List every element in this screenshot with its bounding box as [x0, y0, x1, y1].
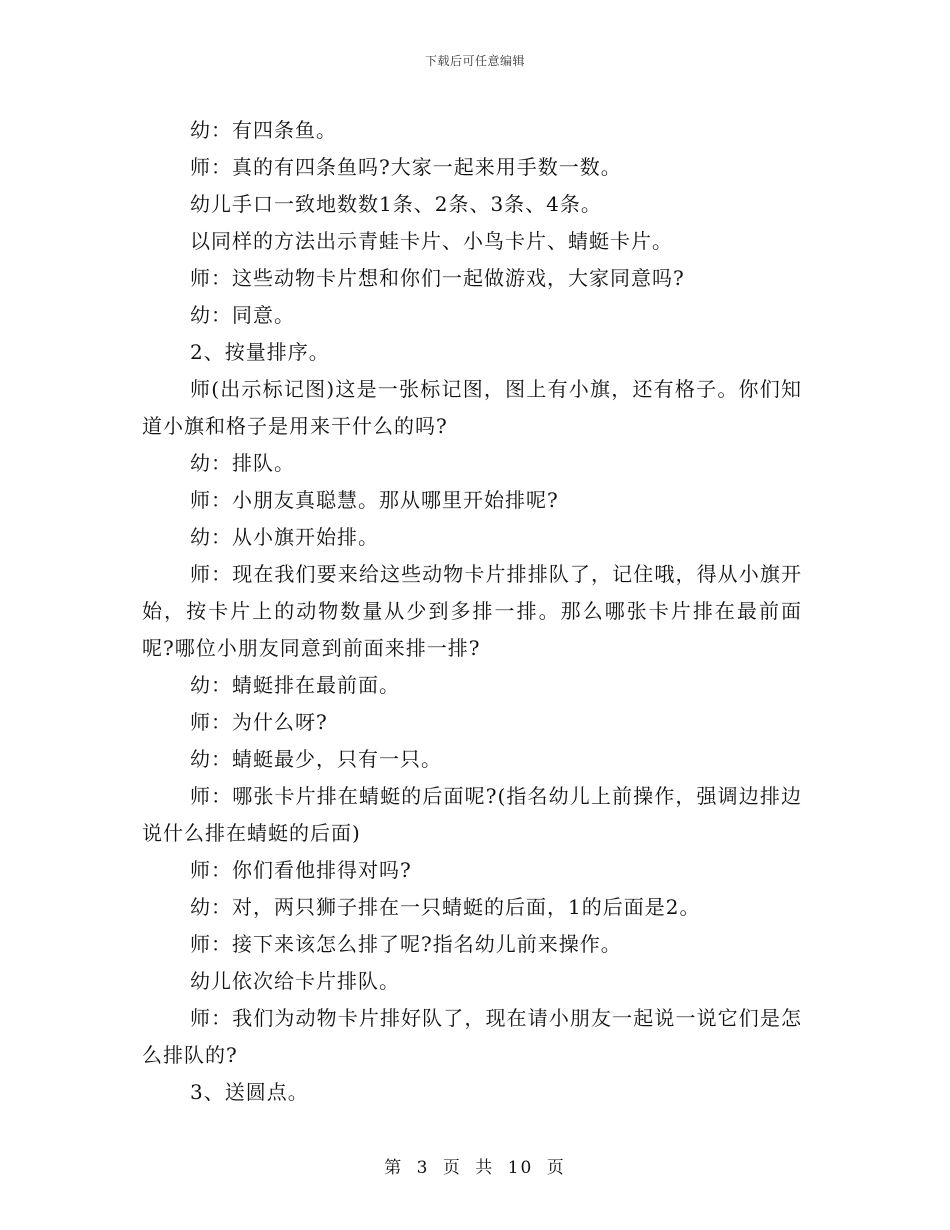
paragraph: 以同样的方法出示青蛙卡片、小鸟卡片、蜻蜓卡片。	[190, 229, 673, 253]
paragraph: 幼儿依次给卡片排队。	[190, 969, 400, 993]
paragraph: 幼：从小旗开始排。	[190, 525, 379, 549]
paragraph: 幼：有四条鱼。	[190, 118, 337, 142]
paragraph: 幼：对，两只狮子排在一只蜻蜓的后面，1的后面是2。	[190, 895, 701, 919]
paragraph: 幼：蜻蜓最少，只有一只。	[190, 747, 442, 771]
page-header: 下载后可任意编辑	[424, 54, 525, 68]
paragraph: 师：真的有四条鱼吗?大家一起来用手数一数。	[190, 155, 622, 179]
paragraph: 师：哪张卡片排在蜻蜓的后面呢?(指名幼儿上前操作，强调边排边说什么排在蜻蜓的后面)	[142, 784, 802, 845]
paragraph: 师(出示标记图)这是一张标记图，图上有小旗，还有格子。你们知道小旗和格子是用来干什么的吗?	[142, 377, 802, 438]
paragraph: 幼：蜻蜓排在最前面。	[190, 673, 400, 697]
section-heading: 2、按量排序。	[190, 340, 330, 364]
paragraph: 幼儿手口一致地数数1条、2条、3条、4条。	[190, 192, 602, 216]
paragraph: 师：这些动物卡片想和你们一起做游戏，大家同意吗?	[190, 266, 685, 290]
paragraph: 师：我们为动物卡片排好队了，现在请小朋友一起说一说它们是怎么排队的?	[142, 1006, 802, 1067]
page-number-footer: 第 3 页 共 10 页	[384, 1158, 566, 1178]
paragraph: 幼：同意。	[190, 303, 295, 327]
paragraph: 师：接下来该怎么排了呢?指名幼儿前来操作。	[190, 932, 622, 956]
section-heading: 3、送圆点。	[190, 1080, 309, 1104]
document-body	[142, 112, 802, 1111]
paragraph: 幼：排队。	[190, 451, 295, 475]
paragraph: 师：你们看他排得对吗?	[190, 858, 412, 882]
paragraph: 师：为什么呀?	[190, 710, 328, 734]
paragraph: 师：小朋友真聪慧。那从哪里开始排呢?	[190, 488, 559, 512]
paragraph: 师：现在我们要来给这些动物卡片排排队了，记住哦，得从小旗开始，按卡片上的动物数量从少到多排一排。那么哪张卡片排在最前面呢?哪位小朋友同意到前面来排一排?	[142, 562, 802, 660]
